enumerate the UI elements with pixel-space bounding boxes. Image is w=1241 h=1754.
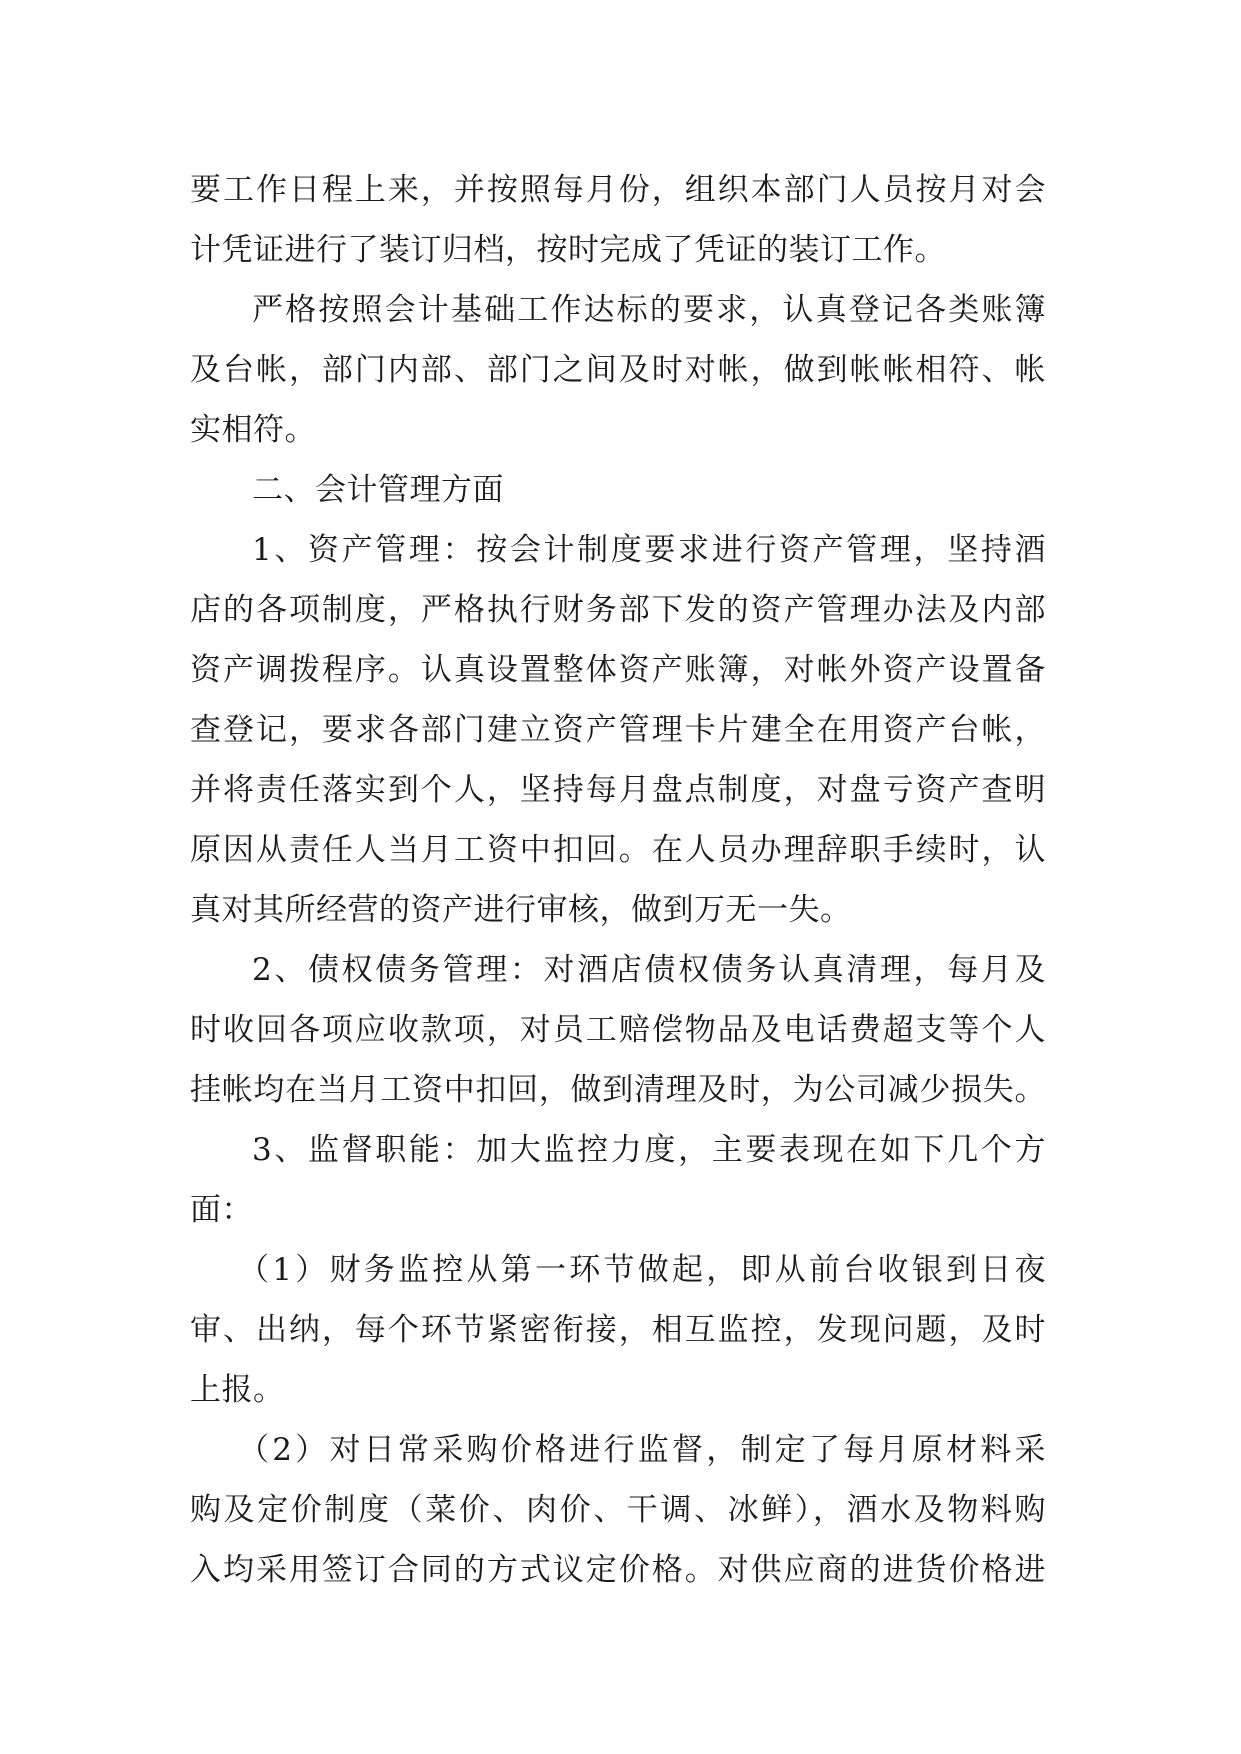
section-heading: 二、会计管理方面: [252, 472, 504, 508]
text-line: 实相符。: [190, 412, 316, 448]
paragraph-first-line: 严格按照会计基础工作达标的要求，认真登记各类账簿: [252, 292, 1046, 328]
paragraph-first-line: 3、监督职能：加大监控力度，主要表现在如下几个方: [252, 1132, 1046, 1168]
text-line: 计凭证进行了装订归档，按时完成了凭证的装订工作。: [190, 232, 946, 268]
text-line: 购及定价制度（菜价、肉价、干调、冰鲜），酒水及物料购: [190, 1492, 1046, 1528]
paragraph-first-line: 2、债权债务管理：对酒店债权债务认真清理，每月及: [252, 952, 1046, 988]
text-line: 入均采用签订合同的方式议定价格。对供应商的进货价格进: [190, 1552, 1046, 1588]
text-line: 真对其所经营的资产进行审核，做到万无一失。: [190, 892, 852, 928]
text-line: 审、出纳，每个环节紧密衔接，相互监控，发现问题，及时: [190, 1312, 1046, 1348]
text-line: 上报。: [190, 1372, 285, 1408]
text-line: 查登记，要求各部门建立资产管理卡片建全在用资产台帐，: [190, 712, 1046, 748]
text-line: 挂帐均在当月工资中扣回，做到清理及时，为公司减少损失。: [190, 1072, 1046, 1108]
text-line: 时收回各项应收款项，对员工赔偿物品及电话费超支等个人: [190, 1012, 1046, 1048]
text-line: 要工作日程上来，并按照每月份，组织本部门人员按月对会: [190, 172, 1046, 208]
text-line: 店的各项制度，严格执行财务部下发的资产管理办法及内部: [190, 592, 1046, 628]
document-body: [190, 160, 1046, 1600]
text-line: 及台帐，部门内部、部门之间及时对帐，做到帐帐相符、帐: [190, 352, 1046, 388]
text-line: 原因从责任人当月工资中扣回。在人员办理辞职手续时，认: [190, 832, 1046, 868]
text-line: 资产调拨程序。认真设置整体资产账簿，对帐外资产设置备: [190, 652, 1046, 688]
paragraph-first-line: （1）财务监控从第一环节做起，即从前台收银到日夜: [238, 1252, 1046, 1288]
text-line: 并将责任落实到个人，坚持每月盘点制度，对盘亏资产查明: [190, 772, 1046, 808]
text-line: 面：: [190, 1192, 253, 1228]
paragraph-first-line: （2）对日常采购价格进行监督，制定了每月原材料采: [238, 1432, 1046, 1468]
paragraph-first-line: 1、资产管理：按会计制度要求进行资产管理，坚持酒: [252, 532, 1046, 568]
